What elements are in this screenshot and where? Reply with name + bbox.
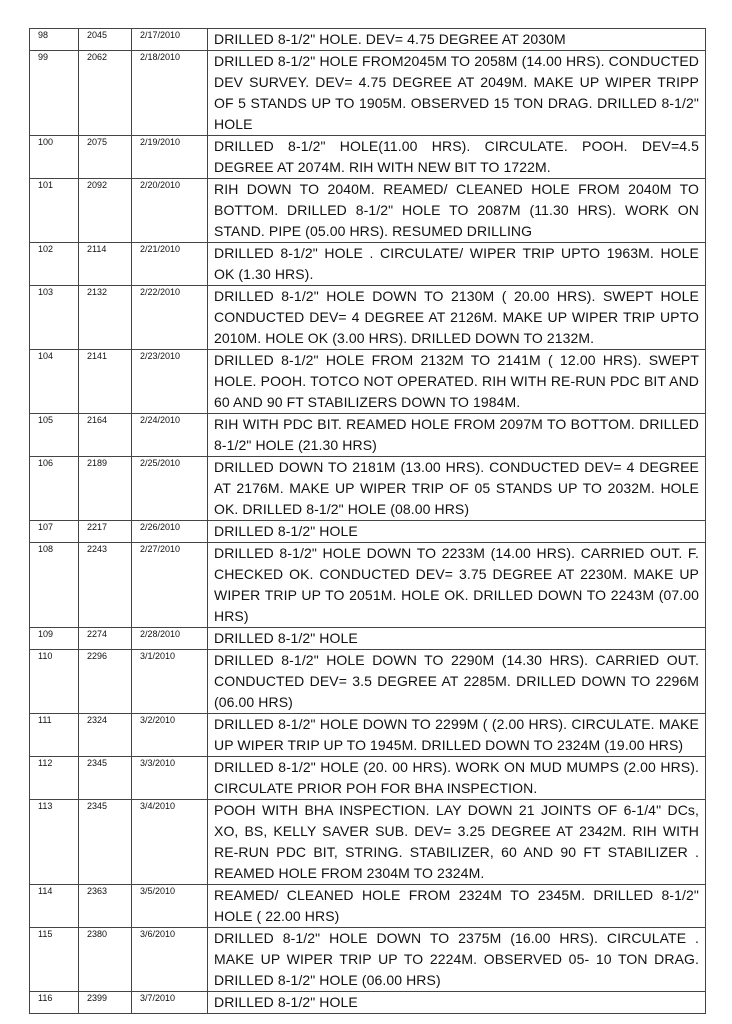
day-number-cell: 116 [30, 992, 79, 1014]
date-cell: 2/23/2010 [132, 350, 208, 414]
day-number-cell: 103 [30, 286, 79, 350]
table-row [30, 414, 706, 457]
depth-cell: 2141 [79, 350, 132, 414]
date-cell: 3/1/2010 [132, 650, 208, 714]
activity-description-cell: DRILLED 8-1/2" HOLE DOWN TO 2299M ( (2.00 HRS). CIRCULATE. MAKE UP WIPER TRIP UP TO 1945M. DRILLED DOWN TO 2324M (19.00 HRS) [208, 714, 706, 757]
date-cell: 2/19/2010 [132, 136, 208, 179]
table-row [30, 457, 706, 521]
table-row [30, 992, 706, 1014]
day-number-cell: 108 [30, 543, 79, 628]
activity-description-cell: DRILLED 8-1/2" HOLE [208, 521, 706, 543]
depth-cell: 2164 [79, 414, 132, 457]
table-row [30, 928, 706, 992]
day-number-cell: 109 [30, 628, 79, 650]
drilling-log-body [30, 29, 706, 1014]
activity-description-cell: DRILLED 8-1/2" HOLE FROM2045M TO 2058M (14.00 HRS). CONDUCTED DEV SURVEY. DEV= 4.75 DEGREE AT 2049M. MAKE UP WIPER TRIPP OF 5 STANDS UP TO 1905M. OBSERVED 15 TON DRAG. DRILLED 8-1/2" HOLE [208, 51, 706, 136]
activity-description-cell: DRILLED 8-1/2" HOLE. DEV= 4.75 DEGREE AT 2030M [208, 29, 706, 51]
date-cell: 2/20/2010 [132, 179, 208, 243]
activity-description-cell: DRILLED 8-1/2" HOLE DOWN TO 2290M (14.30 HRS). CARRIED OUT. CONDUCTED DEV= 3.5 DEGREE AT 2285M. DRILLED DOWN TO 2296M (06.00 HRS) [208, 650, 706, 714]
activity-description-cell: DRILLED 8-1/2" HOLE [208, 628, 706, 650]
depth-cell: 2399 [79, 992, 132, 1014]
table-row [30, 757, 706, 800]
depth-cell: 2189 [79, 457, 132, 521]
date-cell: 3/3/2010 [132, 757, 208, 800]
table-row [30, 350, 706, 414]
depth-cell: 2380 [79, 928, 132, 992]
date-cell: 3/7/2010 [132, 992, 208, 1014]
depth-cell: 2114 [79, 243, 132, 286]
activity-description-cell: RIH DOWN TO 2040M. REAMED/ CLEANED HOLE FROM 2040M TO BOTTOM. DRILLED 8-1/2" HOLE TO 2087M (11.30 HRS). WORK ON STAND. PIPE (05.00 HRS). RESUMED DRILLING [208, 179, 706, 243]
day-number-cell: 112 [30, 757, 79, 800]
activity-description-cell: RIH WITH PDC BIT. REAMED HOLE FROM 2097M TO BOTTOM. DRILLED 8-1/2" HOLE (21.30 HRS) [208, 414, 706, 457]
depth-cell: 2092 [79, 179, 132, 243]
day-number-cell: 102 [30, 243, 79, 286]
day-number-cell: 113 [30, 800, 79, 885]
date-cell: 2/26/2010 [132, 521, 208, 543]
activity-description-cell: DRILLED 8-1/2" HOLE DOWN TO 2375M (16.00 HRS). CIRCULATE . MAKE UP WIPER TRIP UP TO 2224M. OBSERVED 05- 10 TON DRAG. DRILLED 8-1/2" HOLE (06.00 HRS) [208, 928, 706, 992]
depth-cell: 2045 [79, 29, 132, 51]
table-row [30, 29, 706, 51]
depth-cell: 2243 [79, 543, 132, 628]
table-row [30, 714, 706, 757]
activity-description-cell: POOH WITH BHA INSPECTION. LAY DOWN 21 JOINTS OF 6-1/4" DCs, XO, BS, KELLY SAVER SUB. DEV= 3.25 DEGREE AT 2342M. RIH WITH RE-RUN PDC BIT, STRING. STABILIZER, 60 AND 90 FT STABILIZER . REAMED HOLE FROM 2304M TO 2324M. [208, 800, 706, 885]
depth-cell: 2132 [79, 286, 132, 350]
table-row [30, 51, 706, 136]
depth-cell: 2274 [79, 628, 132, 650]
depth-cell: 2075 [79, 136, 132, 179]
depth-cell: 2217 [79, 521, 132, 543]
table-row [30, 243, 706, 286]
date-cell: 3/2/2010 [132, 714, 208, 757]
activity-description-cell: DRILLED DOWN TO 2181M (13.00 HRS). CONDUCTED DEV= 4 DEGREE AT 2176M. MAKE UP WIPER TRIP OF 05 STANDS UP TO 2032M. HOLE OK. DRILLED 8-1/2" HOLE (08.00 HRS) [208, 457, 706, 521]
date-cell: 2/27/2010 [132, 543, 208, 628]
table-row [30, 800, 706, 885]
activity-description-cell: DRILLED 8-1/2" HOLE (20. 00 HRS). WORK ON MUD MUMPS (2.00 HRS). CIRCULATE PRIOR POH FOR BHA INSPECTION. [208, 757, 706, 800]
date-cell: 3/6/2010 [132, 928, 208, 992]
day-number-cell: 107 [30, 521, 79, 543]
activity-description-cell: DRILLED 8-1/2" HOLE DOWN TO 2233M (14.00 HRS). CARRIED OUT. F. CHECKED OK. CONDUCTED DEV= 3.75 DEGREE AT 2230M. MAKE UP WIPER TRIP UP TO 2051M. HOLE OK. DRILLED DOWN TO 2243M (07.00 HRS) [208, 543, 706, 628]
date-cell: 2/21/2010 [132, 243, 208, 286]
table-row [30, 628, 706, 650]
depth-cell: 2324 [79, 714, 132, 757]
depth-cell: 2363 [79, 885, 132, 928]
date-cell: 3/5/2010 [132, 885, 208, 928]
day-number-cell: 104 [30, 350, 79, 414]
table-row [30, 650, 706, 714]
day-number-cell: 101 [30, 179, 79, 243]
depth-cell: 2062 [79, 51, 132, 136]
day-number-cell: 106 [30, 457, 79, 521]
day-number-cell: 99 [30, 51, 79, 136]
activity-description-cell: DRILLED 8-1/2" HOLE(11.00 HRS). CIRCULATE. POOH. DEV=4.5 DEGREE AT 2074M. RIH WITH NEW BIT TO 1722M. [208, 136, 706, 179]
table-row [30, 286, 706, 350]
day-number-cell: 105 [30, 414, 79, 457]
date-cell: 2/24/2010 [132, 414, 208, 457]
table-row [30, 543, 706, 628]
table-row [30, 136, 706, 179]
drilling-log-table [29, 28, 706, 1014]
date-cell: 2/25/2010 [132, 457, 208, 521]
date-cell: 2/18/2010 [132, 51, 208, 136]
activity-description-cell: REAMED/ CLEANED HOLE FROM 2324M TO 2345M. DRILLED 8-1/2" HOLE ( 22.00 HRS) [208, 885, 706, 928]
table-row [30, 179, 706, 243]
date-cell: 2/22/2010 [132, 286, 208, 350]
day-number-cell: 114 [30, 885, 79, 928]
date-cell: 2/17/2010 [132, 29, 208, 51]
day-number-cell: 98 [30, 29, 79, 51]
table-row [30, 885, 706, 928]
date-cell: 2/28/2010 [132, 628, 208, 650]
activity-description-cell: DRILLED 8-1/2" HOLE . CIRCULATE/ WIPER TRIP UPTO 1963M. HOLE OK (1.30 HRS). [208, 243, 706, 286]
day-number-cell: 110 [30, 650, 79, 714]
day-number-cell: 115 [30, 928, 79, 992]
activity-description-cell: DRILLED 8-1/2" HOLE [208, 992, 706, 1014]
table-row [30, 521, 706, 543]
depth-cell: 2296 [79, 650, 132, 714]
activity-description-cell: DRILLED 8-1/2" HOLE FROM 2132M TO 2141M ( 12.00 HRS). SWEPT HOLE. POOH. TOTCO NOT OPERATED. RIH WITH RE-RUN PDC BIT AND 60 AND 90 FT STABILIZERS DOWN TO 1984M. [208, 350, 706, 414]
depth-cell: 2345 [79, 800, 132, 885]
depth-cell: 2345 [79, 757, 132, 800]
day-number-cell: 100 [30, 136, 79, 179]
day-number-cell: 111 [30, 714, 79, 757]
activity-description-cell: DRILLED 8-1/2" HOLE DOWN TO 2130M ( 20.00 HRS). SWEPT HOLE CONDUCTED DEV= 4 DEGREE AT 2126M. MAKE UP WIPER TRIP UPTO 2010M. HOLE OK (3.00 HRS). DRILLED DOWN TO 2132M. [208, 286, 706, 350]
date-cell: 3/4/2010 [132, 800, 208, 885]
